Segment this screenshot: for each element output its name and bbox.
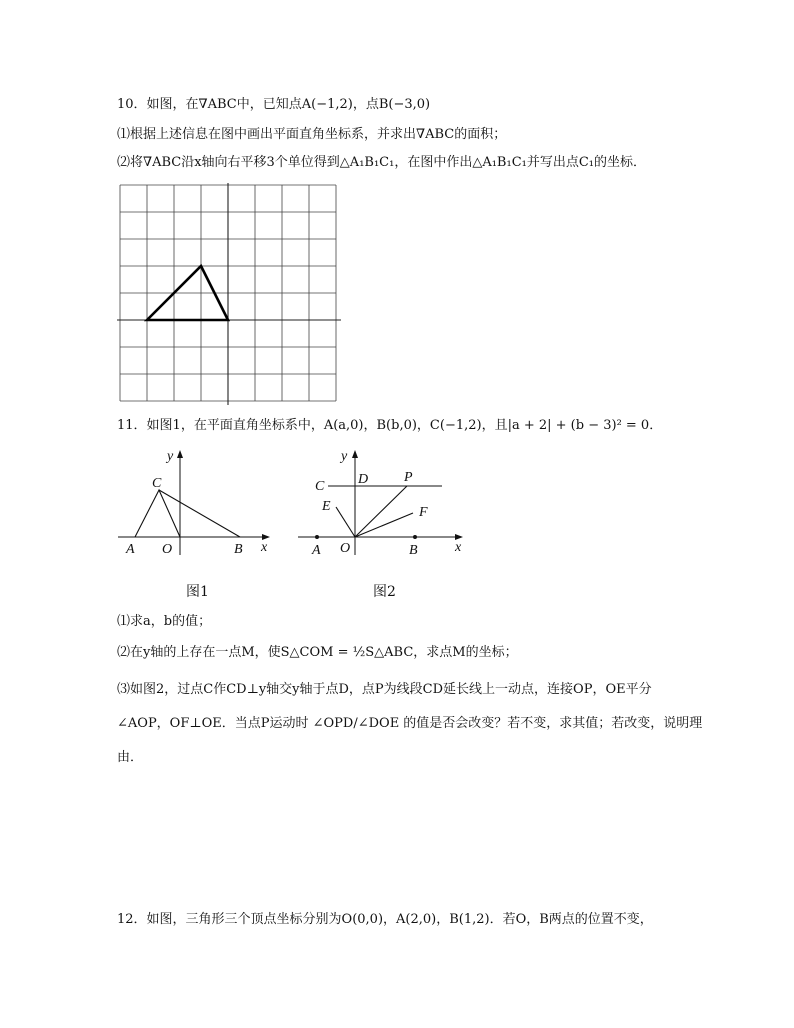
triangle-lines — [135, 490, 180, 537]
fig2-point-b: B — [409, 543, 418, 558]
fig2-point-o: O — [340, 541, 351, 556]
q11-part1: ⑴求a，b的值； — [117, 614, 212, 629]
ray-op — [355, 486, 407, 537]
fig1-caption: 图1 — [186, 584, 209, 600]
fig2-point-e: E — [322, 499, 331, 514]
q11-part2: ⑵在y轴的上存在一点M，使S△COM = ½S△ABC，求点M的坐标； — [117, 645, 518, 660]
fig2-y-label: y — [341, 449, 348, 464]
q11-part3-line3: 由． — [117, 750, 144, 765]
fig1-point-c: C — [152, 476, 162, 491]
q11-part3-line1: ⑶如图2，过点C作CD⊥y轴交y轴于点D，点P为线段CD延长线上一动点，连接OP，OE平分 — [117, 682, 652, 697]
q10-part2: ⑵将∇ABC沿x轴向右平移3个单位得到△A₁B₁C₁，在图中作出△A₁B₁C₁并写出点C₁的坐标． — [117, 155, 647, 170]
q10-stem: 10．如图，在∇ABC中，已知点A(−1,2)，点B(−3,0) — [117, 97, 431, 112]
fig2-point-c: C — [315, 479, 325, 494]
fig2-point-a: A — [312, 543, 321, 558]
fig2-caption: 图2 — [373, 584, 396, 600]
q12-stem: 12．如图，三角形三个顶点坐标分别为O(0,0)，A(2,0)，B(1,2)．若O，B两点的位置不变， — [117, 912, 653, 927]
fig2-point-f: F — [419, 505, 428, 520]
fig1-point-b: B — [234, 542, 243, 557]
ray-oe — [336, 507, 355, 537]
ray-of — [355, 513, 413, 537]
q11-figure-1 — [115, 443, 280, 558]
q11-figure-2 — [295, 443, 470, 558]
q10-grid-figure — [117, 183, 341, 405]
fig1-x-label: x — [261, 540, 268, 555]
fig1-y-label: y — [167, 449, 174, 464]
q11-part3-line2: ∠AOP，OF⊥OE．当点P运动时 ∠OPD/∠DOE 的值是否会改变？若不变，求其值；若改变，说明理 — [117, 716, 703, 731]
q11-stem: 11．如图1，在平面直角坐标系中，A(a,0)，B(b,0)，C(−1,2)，且|a + 2| + (b − 3)² = 0． — [117, 418, 663, 433]
fig2-x-label: x — [455, 540, 462, 555]
q10-part1: ⑴根据上述信息在图中画出平面直角坐标系，并求出∇ABC的面积； — [117, 127, 507, 142]
fig2-point-p: P — [404, 470, 413, 485]
fig1-point-o: O — [162, 542, 173, 557]
fig1-point-a: A — [126, 542, 135, 557]
fig2-point-d: D — [358, 472, 369, 487]
